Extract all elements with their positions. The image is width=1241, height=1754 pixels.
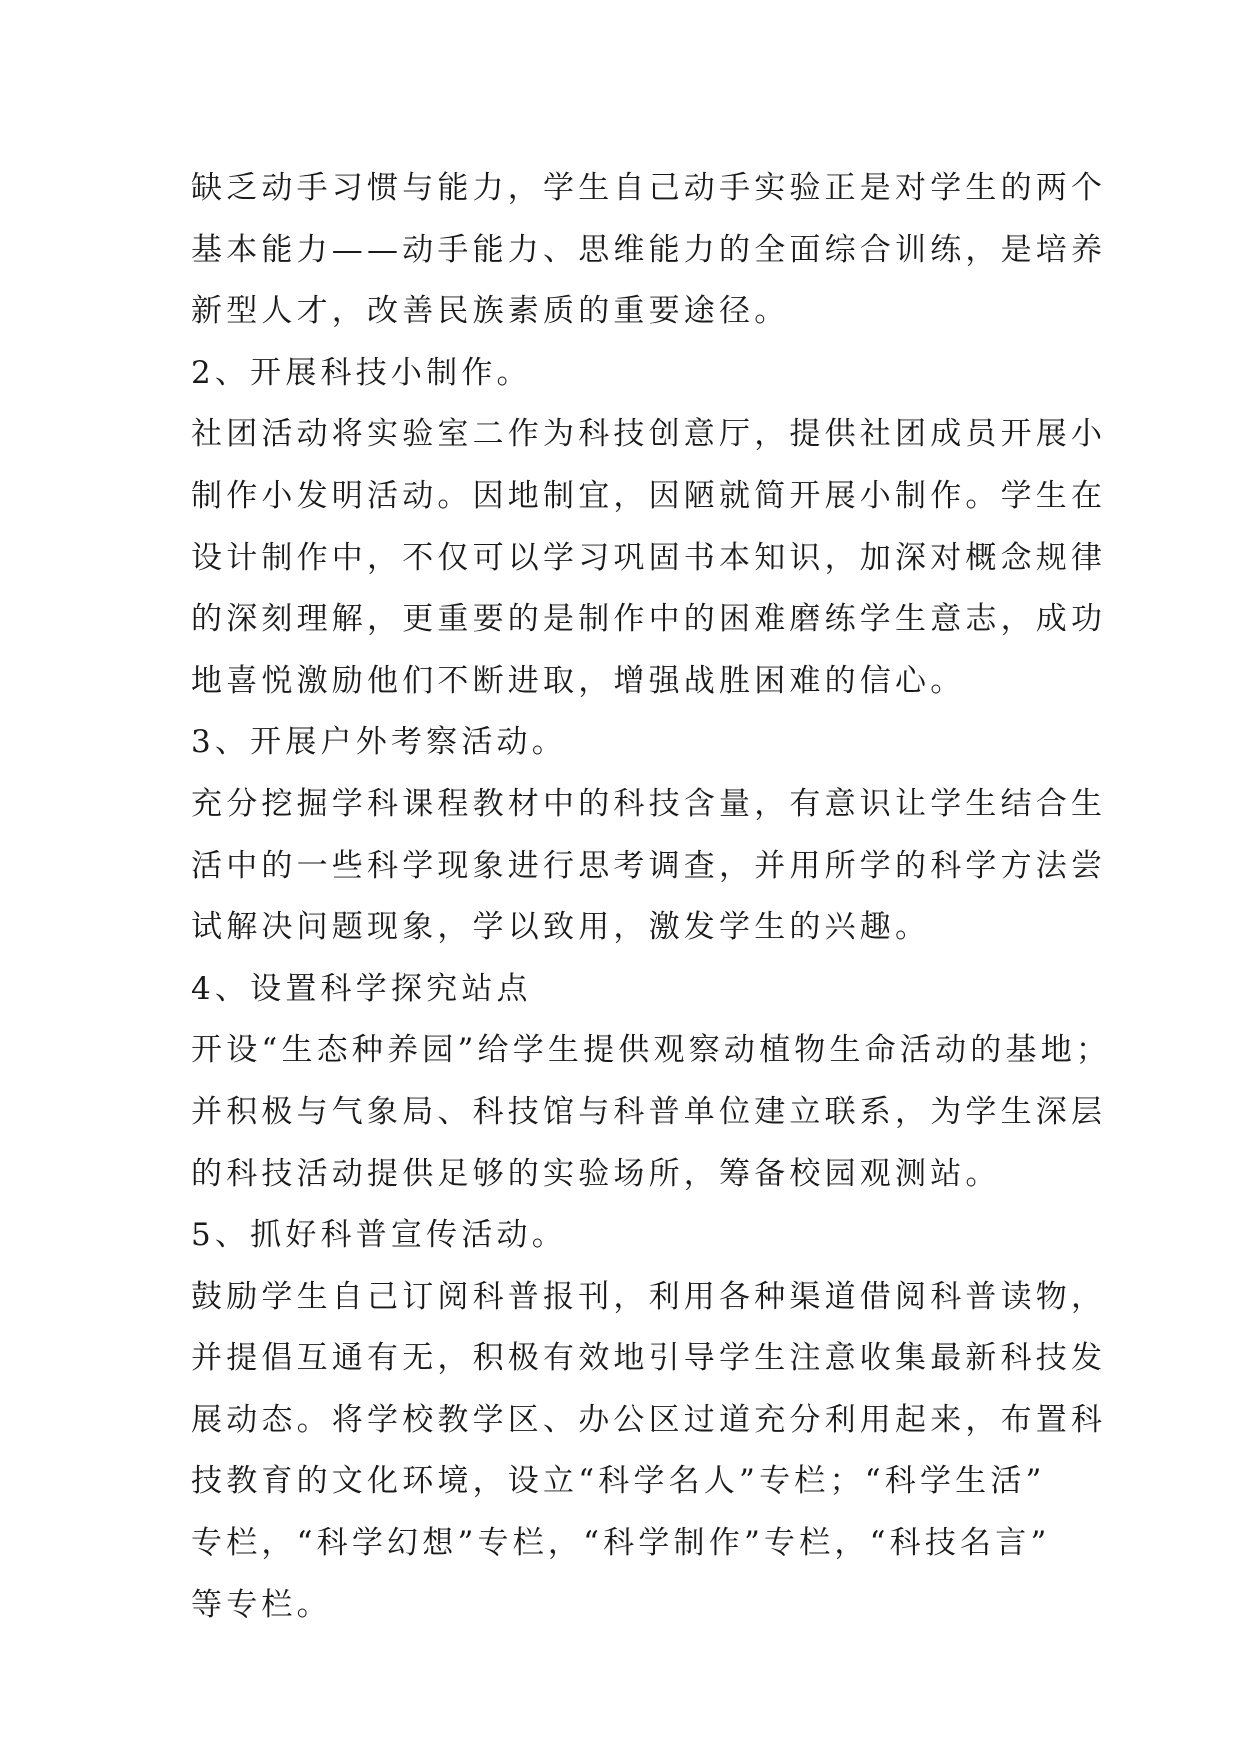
text-line: 的科技活动提供足够的实验场所，筹备校园观测站。 xyxy=(191,1155,1001,1192)
text-line: 技教育的文化环境，设立“科学名人”专栏；“科学生活” xyxy=(191,1463,1046,1500)
text-line: 社团活动将实验室二作为科技创意厅，提供社团成员开展小 xyxy=(191,416,1107,453)
text-line: 活中的一些科学现象进行思考调查，并用所学的科学方法尝 xyxy=(191,847,1107,884)
text-line: 鼓励学生自己订阅科普报刊，利用各种渠道借阅科普读物， xyxy=(191,1278,1107,1315)
text-line: 等专栏。 xyxy=(191,1586,332,1623)
text-line: 制作小发明活动。因地制宜，因陋就简开展小制作。学生在 xyxy=(191,477,1107,514)
text-line: 新型人才，改善民族素质的重要途径。 xyxy=(191,293,790,330)
text-line: 充分挖掘学科课程教材中的科技含量，有意识让学生结合生 xyxy=(191,785,1107,822)
text-line: 展动态。将学校教学区、办公区过道充分利用起来，布置科 xyxy=(191,1401,1107,1438)
text-line: 并积极与气象局、科技馆与科普单位建立联系，为学生深层 xyxy=(191,1093,1107,1130)
text-line: 试解决问题现象，学以致用，激发学生的兴趣。 xyxy=(191,909,931,946)
text-line: 缺乏动手习惯与能力，学生自己动手实验正是对学生的两个 xyxy=(191,170,1107,206)
text-line: 开设“生态种养园”给学生提供观察动植物生命活动的基地； xyxy=(191,1032,1112,1069)
text-line: 并提倡互通有无，积极有效地引导学生注意收集最新科技发 xyxy=(191,1340,1107,1377)
text-line: 地喜悦激励他们不断进取，增强战胜困难的信心。 xyxy=(191,662,966,699)
text-line: 的深刻理解，更重要的是制作中的困难磨练学生意志，成功 xyxy=(191,601,1107,638)
text-line: 设计制作中，不仅可以学习巩固书本知识，加深对概念规律 xyxy=(191,539,1107,576)
section-heading: 3、开展户外考察活动。 xyxy=(191,724,567,761)
section-heading: 2、开展科技小制作。 xyxy=(191,354,532,391)
section-heading: 5、抓好科普宣传活动。 xyxy=(191,1217,567,1254)
text-line: 专栏，“科学幻想”专栏，“科学制作”专栏，“科技名言” xyxy=(191,1525,1051,1562)
document-body xyxy=(191,158,1112,1636)
text-line: 基本能力——动手能力、思维能力的全面综合训练，是培养 xyxy=(191,231,1107,268)
section-heading: 4、设置科学探究站点 xyxy=(191,970,532,1007)
